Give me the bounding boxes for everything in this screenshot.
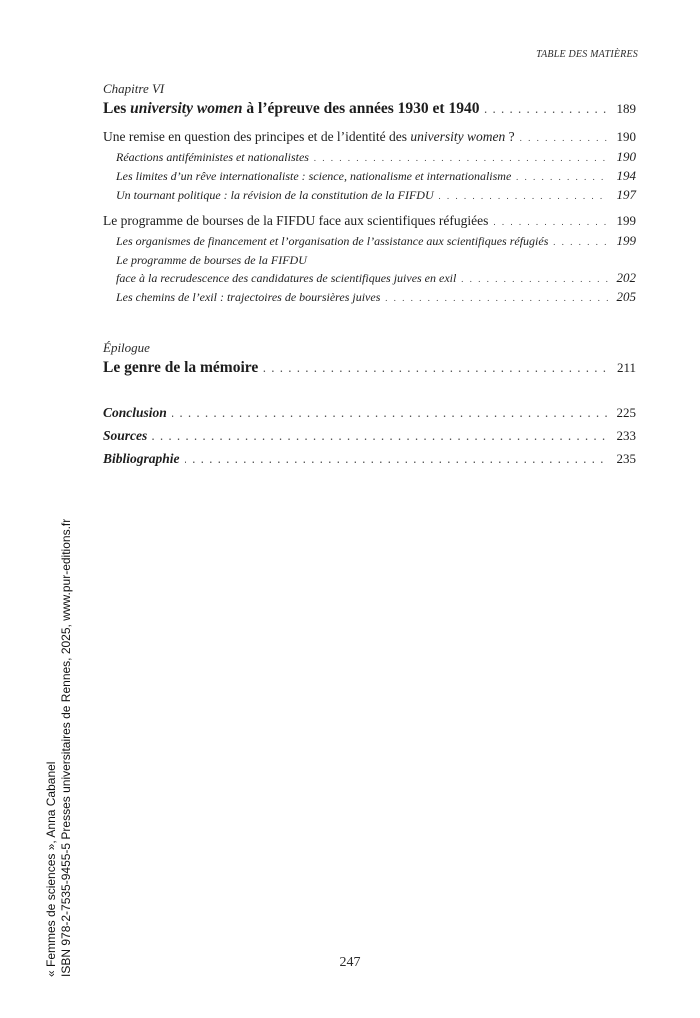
toc-page-number: 199	[616, 213, 636, 228]
toc-page-number: 225	[616, 405, 636, 420]
chapter-label: Chapitre VI	[103, 81, 165, 96]
toc-page-number: 194	[616, 168, 636, 183]
toc-entry-title: Réactions antiféministes et nationalistes	[116, 150, 309, 164]
toc-entry-section[interactable]	[103, 211, 636, 232]
toc-page-number: 190	[616, 149, 636, 164]
toc-entry-title: Sources	[103, 428, 148, 443]
toc-page-number: 189	[616, 101, 636, 116]
dot-leader	[516, 168, 608, 186]
toc-entry-title-line-2: face à la recrudescence des candidatures de scientifiques juives en exil	[116, 271, 457, 285]
side-note-line-2: ISBN 978-2-7535-9455-5 Presses universitaires de Rennes, 2025, www.pur-editions.fr	[59, 518, 73, 977]
toc-page-number: 233	[616, 428, 636, 443]
toc-page-number: 202	[616, 270, 636, 285]
dot-leader	[439, 187, 608, 205]
running-header: TABLE DES MATIÈRES	[536, 49, 638, 60]
toc-entry-title: Conclusion	[103, 405, 167, 420]
toc-entry-subsection[interactable]	[103, 186, 636, 205]
toc-entry-title: Les limites d’un rêve internationaliste : science, nationalisme et internationalisme	[116, 169, 512, 183]
dot-leader	[461, 270, 608, 288]
dot-leader	[385, 289, 608, 307]
toc-entry-subsection[interactable]	[103, 288, 636, 307]
toc-page-number: 205	[616, 289, 636, 304]
dot-leader	[314, 149, 608, 167]
dot-leader	[520, 128, 608, 148]
toc-entry-title: Le programme de bourses de la FIFDU face aux scientifiques réfugiées	[103, 213, 489, 228]
toc-entry-subsection[interactable]	[103, 232, 636, 251]
copyright-side-note	[44, 457, 74, 977]
toc-entry-title: Bibliographie	[103, 451, 180, 466]
toc-entry-sources[interactable]	[103, 425, 636, 448]
page-number: 247	[339, 955, 361, 970]
dot-leader	[493, 212, 608, 232]
dot-leader	[263, 358, 608, 380]
epilogue-label: Épilogue	[103, 340, 150, 355]
toc-entry-title: Les chemins de l’exil : trajectoires de boursières juives	[116, 290, 381, 304]
toc-page-number: 199	[616, 233, 636, 248]
dot-leader	[553, 233, 608, 251]
table-of-contents	[103, 80, 636, 471]
dot-leader	[185, 449, 608, 471]
toc-entry-subsection[interactable]	[103, 269, 636, 288]
toc-entry-section[interactable]	[103, 127, 636, 148]
dot-leader	[484, 99, 608, 121]
toc-entry-bibliographie[interactable]	[103, 448, 636, 471]
toc-page-number: 197	[616, 187, 636, 202]
toc-entry-title: Une remise en question des principes et de l’identité des university women ?	[103, 129, 515, 144]
toc-entry-title: Les university women à l’épreuve des années 1930 et 1940	[103, 100, 480, 117]
toc-page-number: 235	[616, 451, 636, 466]
toc-entry-subsection[interactable]	[103, 167, 636, 186]
toc-entry-title-line-1: Le programme de bourses de la FIFDU	[116, 253, 307, 267]
toc-entry-epilogue[interactable]	[103, 357, 636, 380]
side-note-line-1: « Femmes de sciences », Anna Cabanel	[44, 761, 58, 977]
toc-entry-chapter-6[interactable]	[103, 98, 636, 121]
toc-entry-title: Les organismes de financement et l’organisation de l’assistance aux scientifiques réfugiés	[116, 234, 549, 248]
toc-entry-subsection[interactable]	[103, 148, 636, 167]
dot-leader	[172, 403, 608, 425]
toc-page-number: 211	[616, 360, 636, 375]
toc-entry-title: Le genre de la mémoire	[103, 359, 259, 376]
dot-leader	[152, 426, 608, 448]
toc-entry-title: Un tournant politique : la révision de la constitution de la FIFDU	[116, 188, 434, 202]
toc-entry-conclusion[interactable]	[103, 402, 636, 425]
toc-page-number: 190	[616, 129, 636, 144]
